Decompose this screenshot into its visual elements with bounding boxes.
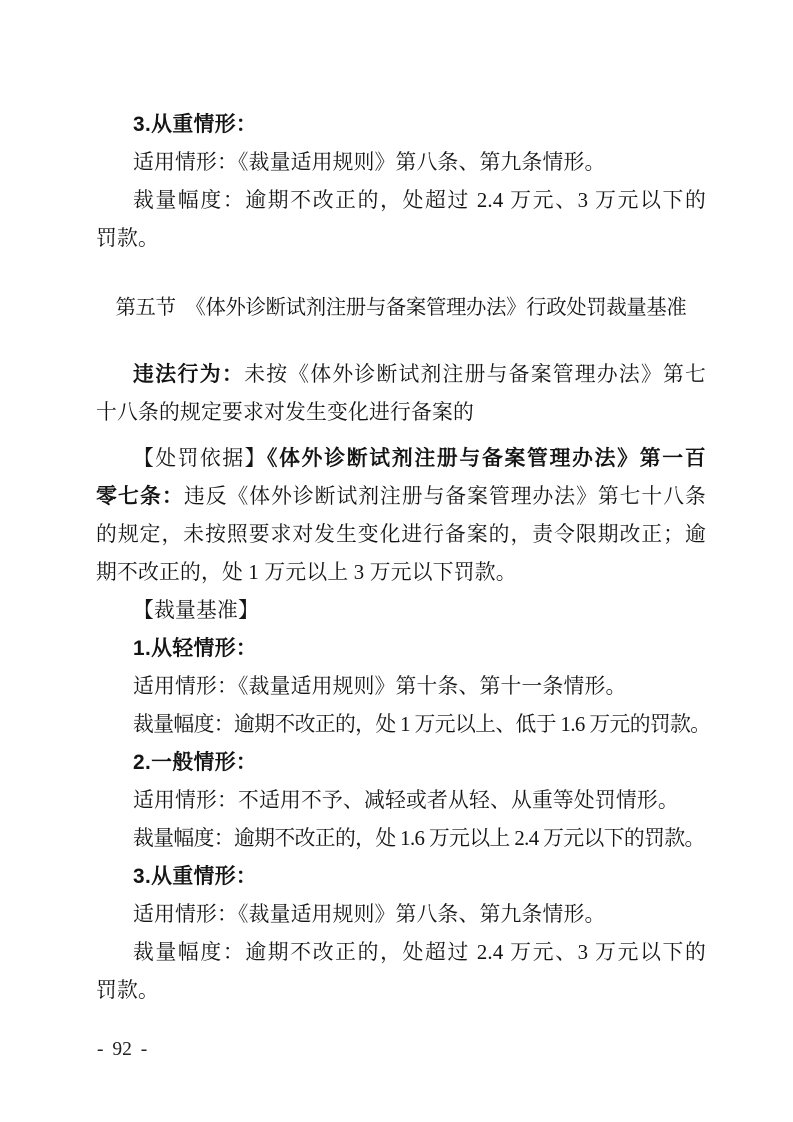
text-segment: 裁量幅度：逾期不改正的，处 1 万元以上、低于 1.6 万元的罚款。 — [133, 713, 711, 736]
bold-text-segment: 3.从重情形： — [133, 113, 258, 136]
bold-text-segment: 1.从轻情形： — [133, 637, 258, 660]
page-number: - 92 - — [97, 1039, 148, 1060]
text-segment: 适用情形：《裁量适用规则》第八条、第九条情形。 — [133, 151, 606, 174]
bold-text-segment: 零七条： — [96, 485, 184, 508]
text-segment: 罚款。 — [96, 227, 159, 250]
text-segment: 裁量幅度：逾期不改正的，处超过 2.4 万元、3 万元以下的 — [133, 941, 706, 964]
text-segment: 适用情形：《裁量适用规则》第十条、第十一条情形。 — [133, 675, 627, 698]
section-heading — [96, 289, 706, 327]
text-segment: 未按《体外诊断试剂注册与备案管理办法》第七 — [244, 363, 706, 386]
document-line — [96, 630, 706, 668]
document-line — [96, 554, 706, 592]
text-segment: 违反《体外诊断试剂注册与备案管理办法》第七十八条 — [183, 485, 706, 508]
text-segment: 适用情形：不适用不予、减轻或者从轻、从重等处罚情形。 — [133, 789, 679, 812]
text-segment: 裁量幅度：逾期不改正的，处超过 2.4 万元、3 万元以下的 — [133, 189, 706, 212]
document-line — [96, 858, 706, 896]
text-segment: 的规定，未按照要求对发生变化进行备案的，责令限期改正；逾 — [96, 523, 706, 546]
document-line — [96, 668, 706, 706]
document-line — [96, 516, 706, 554]
bold-text-segment: 2.一般情形： — [133, 751, 258, 774]
document-line — [96, 394, 706, 432]
document-line — [96, 106, 706, 144]
document-line — [96, 934, 706, 972]
document-line — [96, 220, 706, 258]
document-line — [96, 182, 706, 220]
document-line — [96, 706, 711, 744]
document-line — [96, 744, 706, 782]
document-body — [96, 106, 711, 1010]
document-line — [96, 592, 706, 630]
document-line — [96, 144, 706, 182]
document-line — [96, 820, 706, 858]
text-segment: 第五节 《体外诊断试剂注册与备案管理办法》行政处罚裁量基准 — [115, 297, 687, 319]
document-line — [96, 782, 706, 820]
text-segment: 【处罚依据】 — [133, 447, 268, 470]
text-segment: 期不改正的，处 1 万元以上 3 万元以下罚款。 — [96, 561, 517, 584]
bold-text-segment: 违法行为： — [133, 363, 245, 386]
bold-text-segment: 《体外诊断试剂注册与备案管理办法》第一百 — [267, 447, 706, 470]
document-line — [96, 972, 706, 1010]
document-line — [96, 896, 706, 934]
document-line — [96, 356, 706, 394]
document-line — [96, 478, 706, 516]
text-segment: 【裁量基准】 — [133, 599, 259, 622]
text-segment: 适用情形：《裁量适用规则》第八条、第九条情形。 — [133, 903, 606, 926]
document-line — [96, 440, 706, 478]
text-segment: 裁量幅度：逾期不改正的，处 1.6 万元以上 2.4 万元以下的罚款。 — [133, 827, 705, 850]
text-segment: 十八条的规定要求对发生变化进行备案的 — [96, 401, 474, 424]
text-segment: 罚款。 — [96, 979, 159, 1002]
bold-text-segment: 3.从重情形： — [133, 865, 258, 888]
